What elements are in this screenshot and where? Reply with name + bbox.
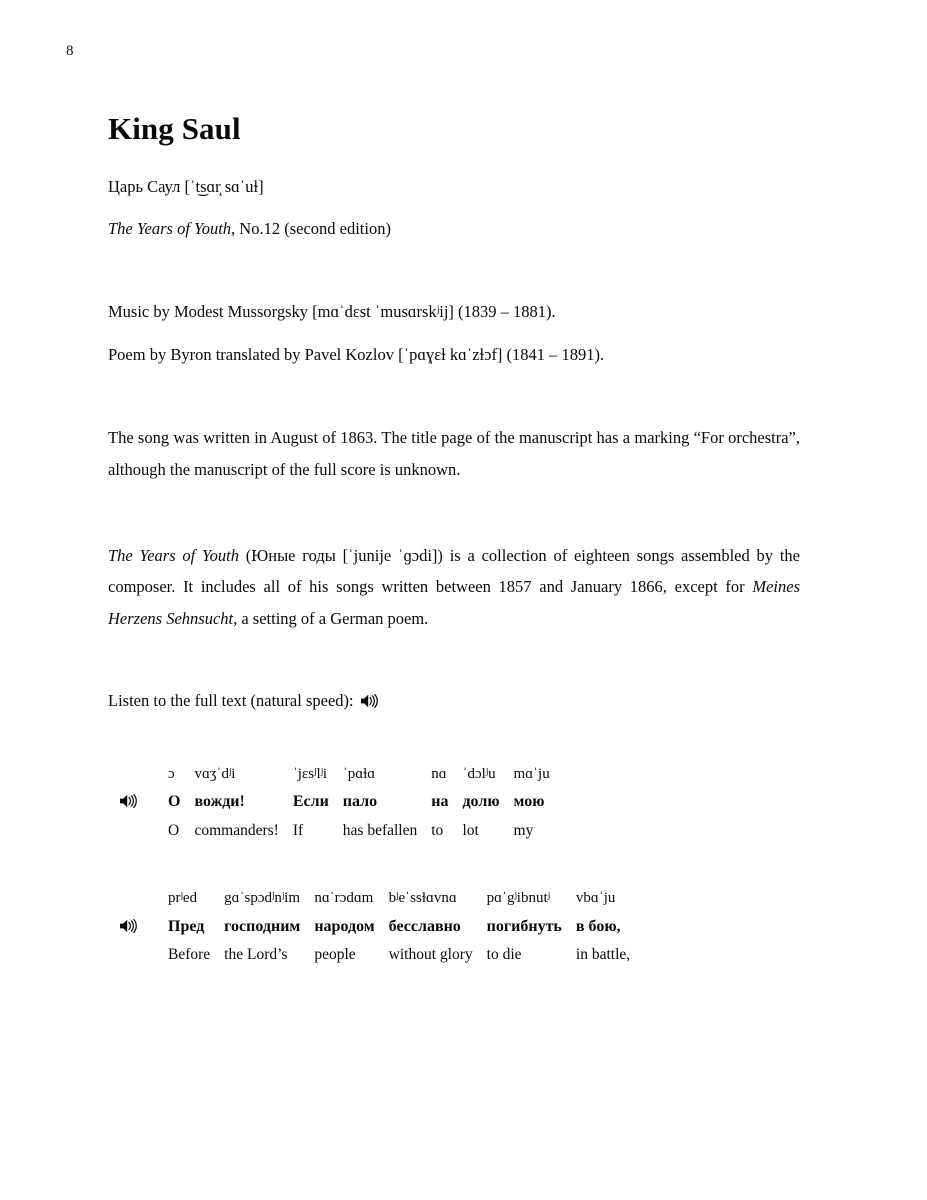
- play-audio-cell[interactable]: [120, 913, 168, 942]
- table-row-cyrillic: [120, 913, 644, 942]
- spacer-cell: [120, 942, 168, 968]
- cyrillic-cell: народом: [314, 917, 375, 935]
- english-cell: without glory: [388, 945, 473, 963]
- ipa-cell: bʲeˈssɫɑvnɑ: [388, 889, 457, 906]
- play-audio-cell[interactable]: [120, 788, 168, 817]
- english-cell: in battle,: [575, 945, 631, 963]
- table-row-ipa: [120, 762, 564, 789]
- cyrillic-cell: в бою,: [575, 917, 621, 935]
- speaker-icon[interactable]: [120, 794, 137, 808]
- english-cell: the Lord’s: [224, 945, 288, 963]
- ipa-cell: mɑˈju: [513, 765, 550, 782]
- collection-reference: [108, 217, 800, 240]
- gloss-block-1: [120, 762, 800, 844]
- table-row-ipa: [120, 886, 644, 913]
- collection-description: (Юные годы [ˈjunije ˈɡɔdi]) is a collection of eighteen songs assembled by the composer. It includes all of his songs written between 1857 and January 1866, except for: [108, 545, 800, 597]
- english-cell: Before: [168, 945, 211, 963]
- music-credit: Music by Modest Mussorgsky [mɑˈdɛst ˈmusɑrskʲij] (1839 – 1881).: [108, 302, 556, 322]
- title-cyrillic: Царь Саул: [108, 177, 181, 197]
- cyrillic-cell: бесславно: [388, 917, 461, 935]
- collection-title-inline: The Years of Youth: [108, 545, 240, 565]
- table-row-cyrillic: [120, 788, 564, 817]
- spacer-cell: [120, 886, 168, 913]
- gloss-block-2: [120, 886, 800, 968]
- interlinear-table-1: [120, 762, 564, 844]
- english-cell: to: [431, 821, 444, 839]
- cyrillic-cell: мою: [513, 793, 545, 811]
- listen-label: Listen to the full text (natural speed):: [108, 690, 354, 710]
- title-ipa: [ˈt͜sɑr̝ sɑˈuɫ]: [184, 177, 264, 197]
- english-cell: my: [513, 821, 534, 839]
- speaker-icon[interactable]: [361, 694, 378, 708]
- title-cyrillic-ipa: [108, 175, 800, 198]
- cyrillic-cell: господним: [224, 917, 301, 935]
- ipa-cell: ˈpɑɫɑ: [342, 765, 376, 782]
- cyrillic-cell: погибнуть: [486, 917, 562, 935]
- collection-detail: No.12 (second edition): [235, 219, 391, 239]
- spacer-cell: [120, 762, 168, 789]
- ipa-cell: gɑˈspɔdʲnʲim: [224, 889, 300, 906]
- cyrillic-cell: пало: [342, 793, 378, 811]
- ipa-cell: nɑˈrɔdɑm: [314, 889, 374, 906]
- english-cell: O: [168, 821, 180, 839]
- english-cell: lot: [462, 821, 479, 839]
- ipa-cell: vɑʒˈdʲi: [194, 765, 236, 782]
- cyrillic-cell: долю: [462, 793, 500, 811]
- cyrillic-cell: вожди!: [194, 793, 245, 811]
- ipa-cell: prʲed: [168, 889, 197, 906]
- ipa-cell: ˈdɔlʲu: [462, 765, 496, 782]
- cyrillic-cell: Пред: [168, 917, 205, 935]
- excluded-song-title: Meines Herzens Sehnsucht: [108, 577, 800, 628]
- interlinear-table-2: [120, 886, 644, 968]
- poem-credit: Poem by Byron translated by Pavel Kozlov [ˈpɑɣɛɫ kɑˈzɫɔf] (1841 – 1891).: [108, 345, 605, 365]
- paragraph-history: The song was written in August of 1863. The title page of the manuscript has a marking “For orchestra”, although the manuscript of the full score is unknown.: [108, 428, 800, 479]
- english-cell: people: [314, 945, 356, 963]
- page-title: King Saul: [108, 111, 241, 146]
- credits: [108, 300, 800, 367]
- table-row-english: [120, 818, 564, 844]
- ipa-cell: pɑˈgʲibnutʲ: [486, 889, 550, 906]
- english-cell: commanders!: [194, 821, 279, 839]
- ipa-cell: ˈjɛsʲlʲi: [292, 765, 328, 782]
- paragraph-collection: [108, 540, 800, 634]
- ipa-cell: vbɑˈju: [575, 889, 616, 906]
- cyrillic-cell: на: [431, 793, 449, 811]
- table-row-english: [120, 942, 644, 968]
- english-cell: to die: [486, 945, 522, 963]
- collection-title: The Years of Youth,: [108, 219, 236, 239]
- spacer-cell: [120, 818, 168, 844]
- page-number: 8: [66, 43, 74, 59]
- cyrillic-cell: О: [168, 793, 181, 811]
- page-content: [108, 110, 800, 968]
- listen-full-text-row: [108, 689, 800, 714]
- english-cell: has befallen: [342, 821, 418, 839]
- collection-description-tail: , a setting of a German poem.: [233, 608, 429, 628]
- cyrillic-cell: Если: [292, 793, 329, 811]
- ipa-cell: nɑ: [431, 765, 447, 782]
- speaker-icon[interactable]: [120, 919, 137, 933]
- english-cell: If: [292, 821, 304, 839]
- ipa-cell: ɔ: [168, 765, 175, 782]
